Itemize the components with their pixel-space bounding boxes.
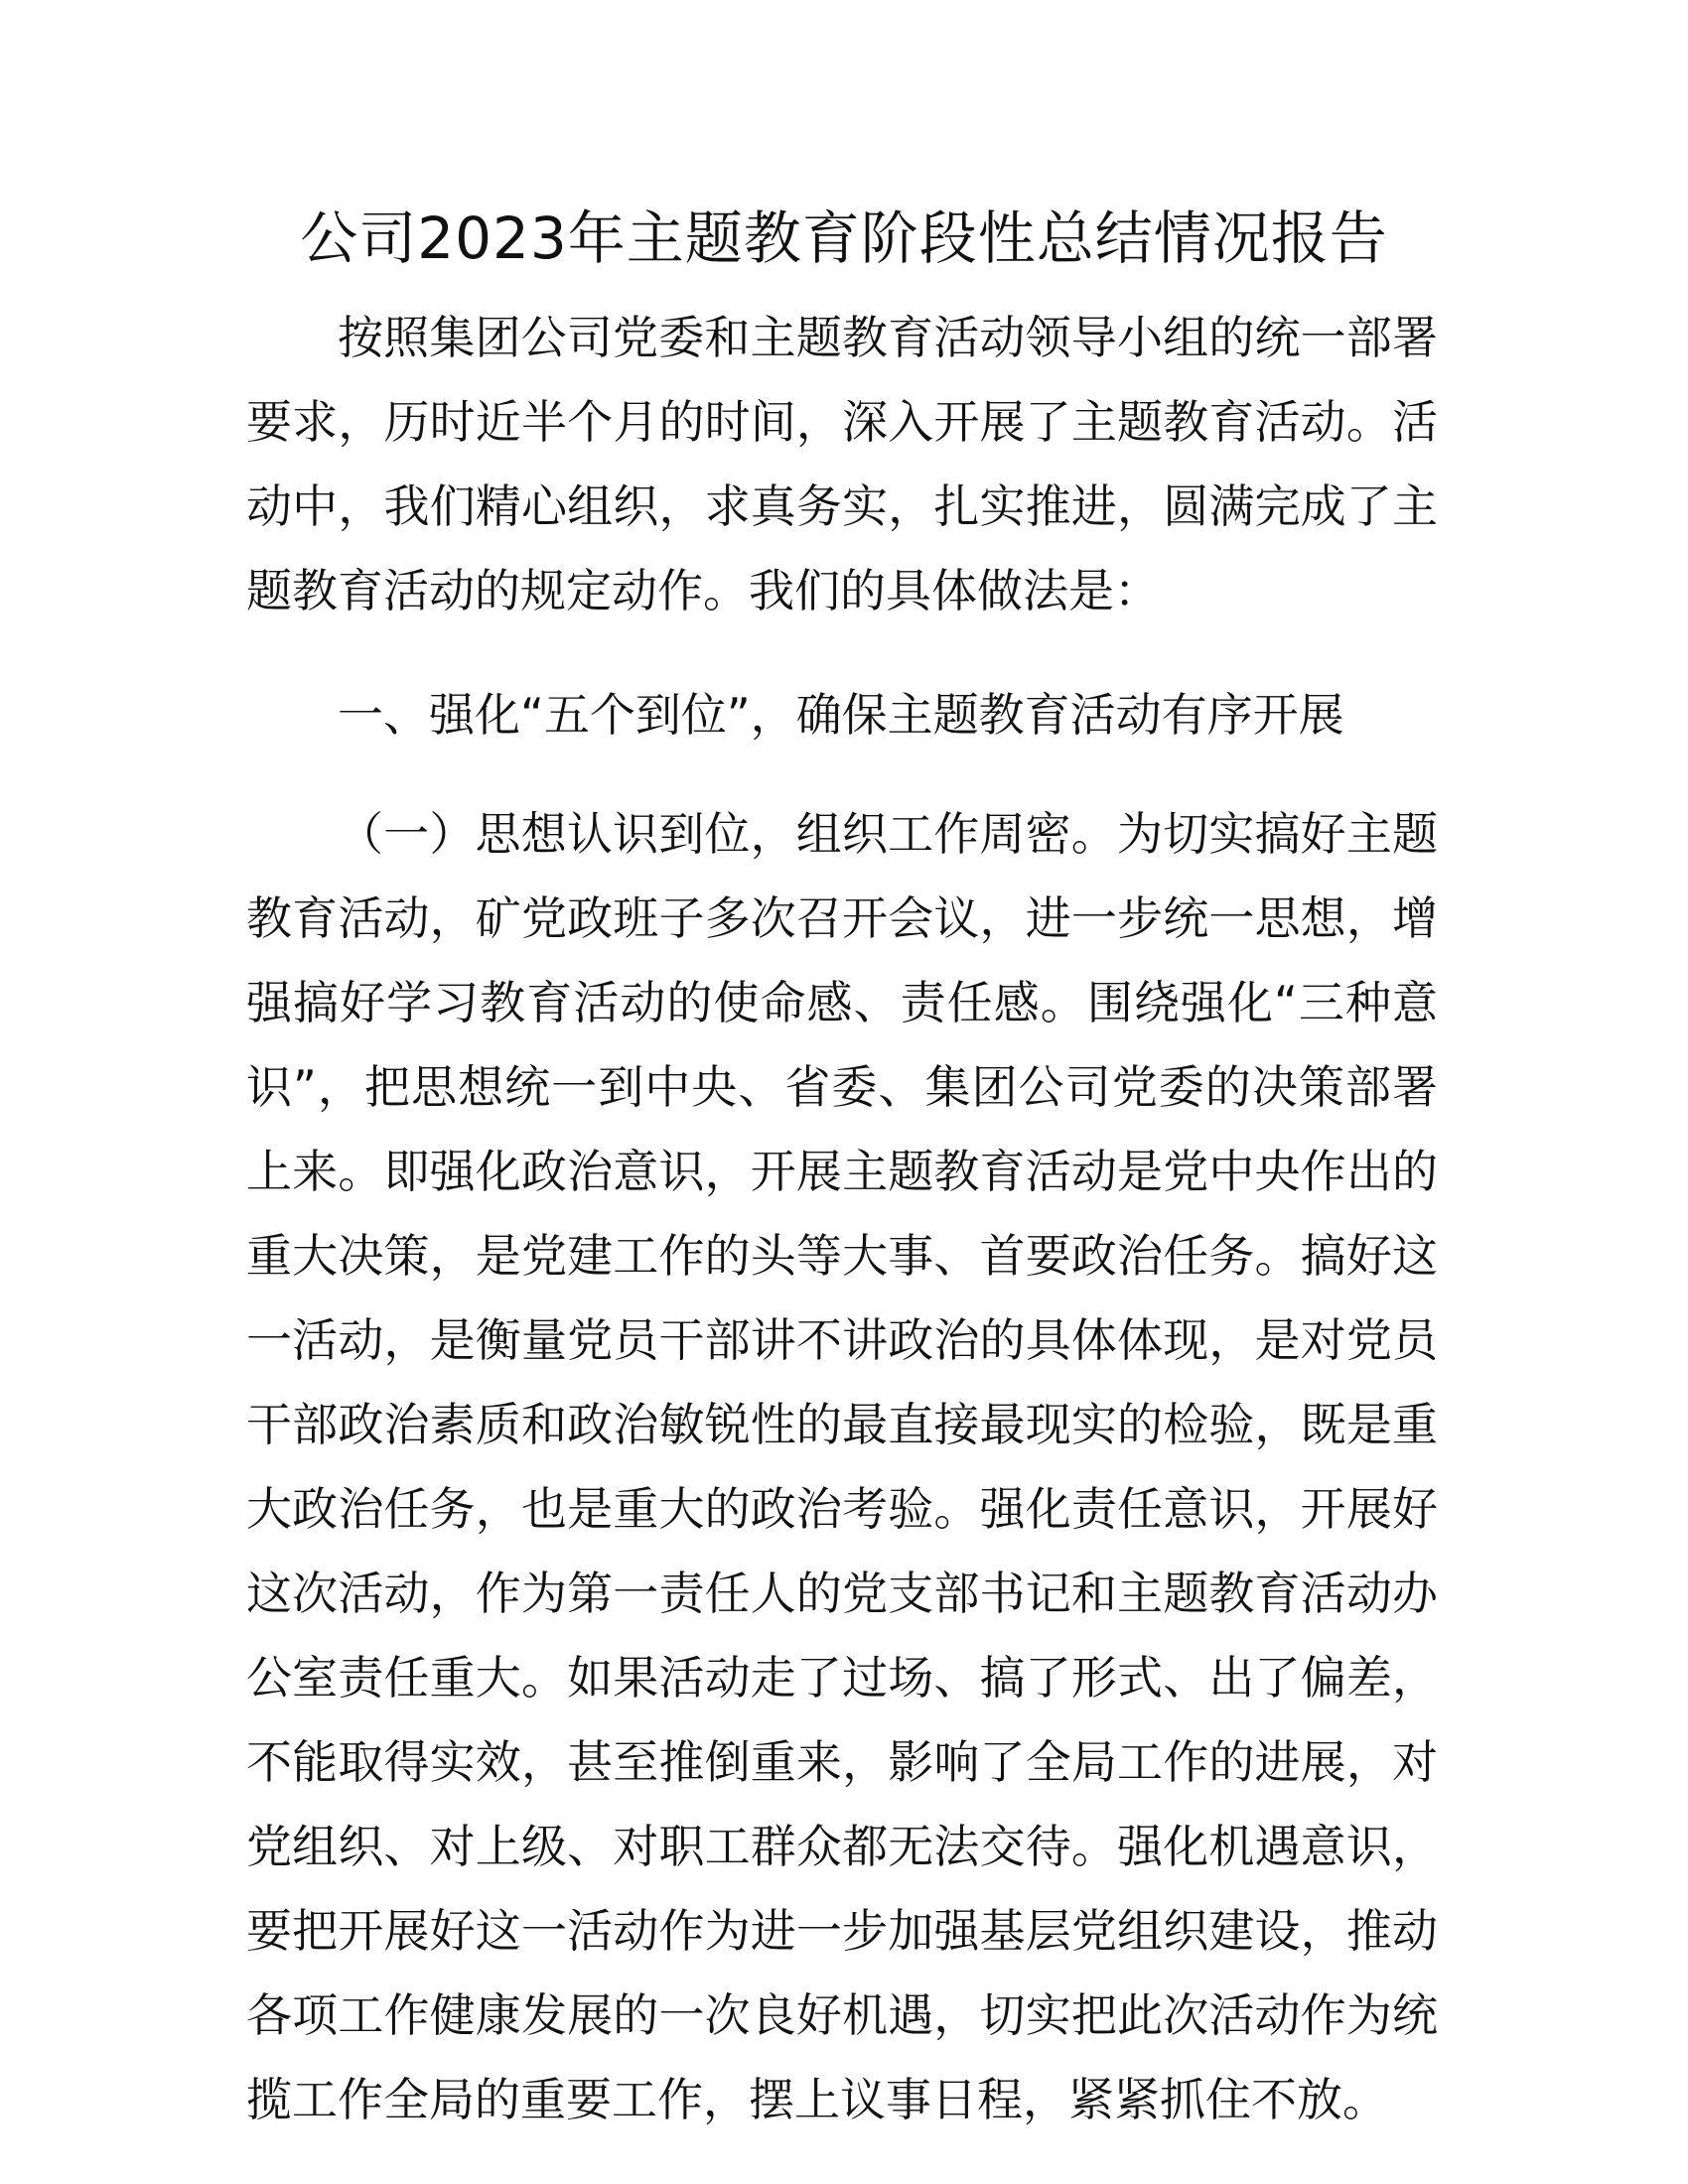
document-body <box>246 296 1438 2142</box>
section-heading: 一、强化“五个到位”，确保主题教育活动有序开展 <box>338 688 1344 742</box>
intro-paragraph: 按照集团公司党委和主题教育活动领导小组的统一部署要求，历时近半个月的时间，深入开展了主题教育活动。活动中，我们精心组织，求真务实，扎实推进，圆满完成了主题教育活动的规定动作。我们的具体做法是： <box>246 311 1438 617</box>
body-paragraph: （一）思想认识到位，组织工作周密。为切实搞好主题教育活动，矿党政班子多次召开会议，进一步统一思想，增强搞好学习教育活动的使命感、责任感。围绕强化“三种意识”，把思想统一到中央、省委、集团公司党委的决策部署上来。即强化政治意识，开展主题教育活动是党中央作出的重大决策，是党建工作的头等大事、首要政治任务。搞好这一活动，是衡量党员干部讲不讲政治的具体体现，是对党员干部政治素质和政治敏锐性的最直接最现实的检验，既是重大政治任务，也是重大的政治考验。强化责任意识，开展好这次活动，作为第一责任人的党支部书记和主题教育活动办公室责任重大。如果活动走了过场、搞了形式、出了偏差，不能取得实效，甚至推倒重来，影响了全局工作的进展，对党组织、对上级、对职工群众都无法交待。强化机遇意识，要把开展好这一活动作为进一步加强基层党组织建设，推动各项工作健康发展的一次良好机遇，切实把此次活动作为统揽工作全局的重要工作，摆上议事日程，紧紧抓住不放。 <box>246 807 1438 2126</box>
document-title: 公司2023年主题教育阶段性总结情况报告 <box>300 205 1388 272</box>
